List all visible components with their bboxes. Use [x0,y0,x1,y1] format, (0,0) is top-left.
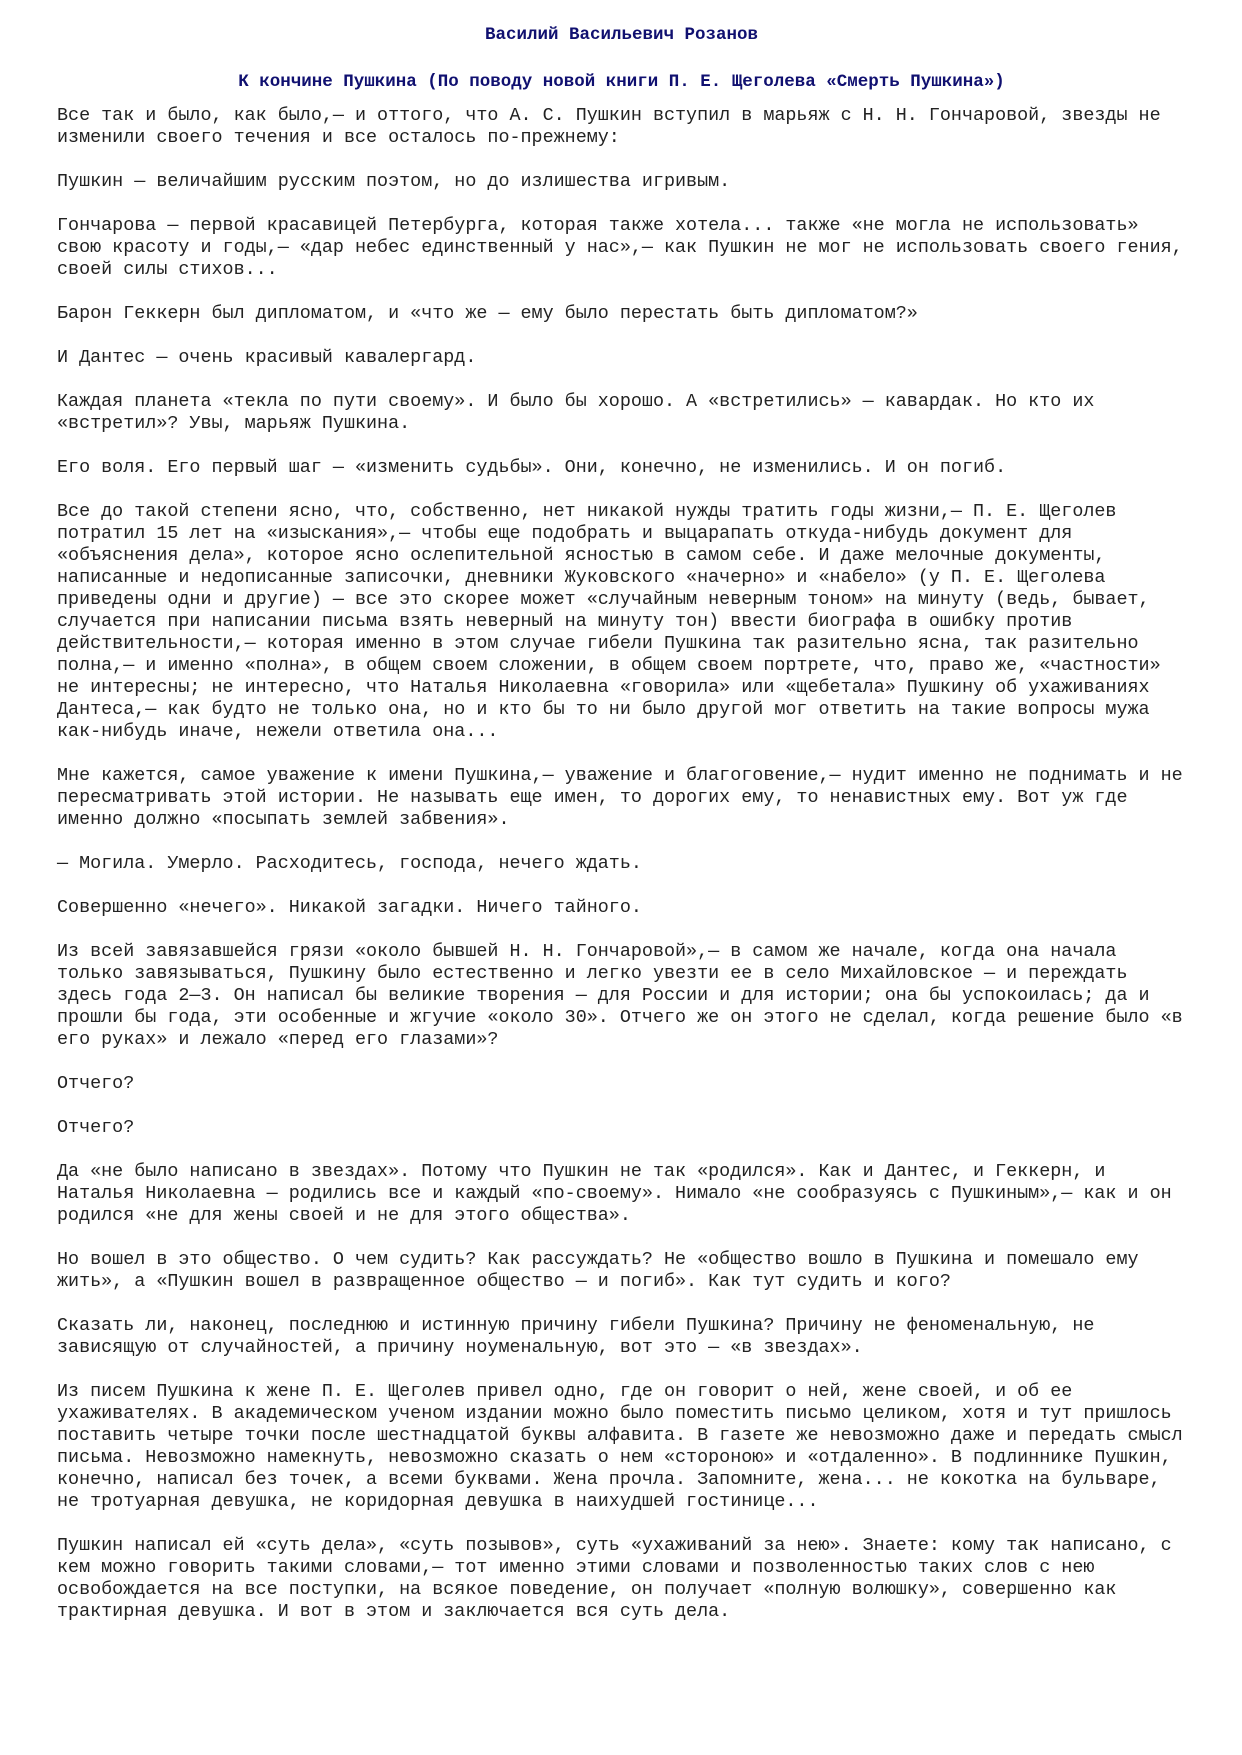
paragraph: Но вошел в это общество. О чем судить? Как рассуждать? Не «общество вошло в Пушкина и помешало ему жить», а «Пушкин вошел в развращенное общество — и погиб». Как тут судить и кого? [57,1249,1139,1292]
paragraph: Из всей завязавшейся грязи «около бывшей Н. Н. Гончаровой»,— в самом же начале, когда она начала только завязываться, Пушкину было естественно и легко увезти ее в село Михайловское — и переждать здесь года 2—3. Он написал бы великие творения — для России и для истории; она бы успокоилась; да и прошли бы года, эти особенные и жгучие «около 30». Отчего же он этого не сделал, когда решение было «в его руках» и лежало «перед его глазами»? [57,941,1183,1050]
paragraph: Из писем Пушкина к жене П. Е. Щеголев привел одно, где он говорит о ней, жене своей, и об ее ухаживателях. В академическом ученом издании можно было поместить письмо целиком, хотя и тут пришлось поставить четыре точки после шестнадцатой буквы алфавита. В газете же невозможно даже и передать смысл письма. Невозможно намекнуть, невозможно сказать о нем «стороною» и «отдаленно». В подлиннике Пушкин, конечно, написал без точек, а всеми буквами. Жена прочла. Запомните, жена... не кокотка на бульваре, не тротуарная девушка, не коридорная девушка в наихудшей гостинице... [57,1381,1183,1512]
paragraph: Его воля. Его первый шаг — «изменить судьбы». Они, конечно, не изменились. И он погиб. [57,457,1007,478]
paragraph: Отчего? [57,1117,135,1138]
paragraph: Совершенно «нечего». Никакой загадки. Ничего тайного. [57,897,642,918]
paragraph: Сказать ли, наконец, последнюю и истинную причину гибели Пушкина? Причину не феноменальную, не зависящую от случайностей, а причину ноуменальную, вот это — «в звездах». [57,1315,1095,1358]
article-body [57,105,1186,1623]
paragraph: Мне кажется, самое уважение к имени Пушкина,— уважение и благоговение,— нудит именно не поднимать и не пересматривать этой истории. Не называть еще имен, то дорогих ему, то ненавистных ему. Вот уж где именно должно «посыпать землей забвения». [57,765,1183,830]
paragraph: Гончарова — первой красавицей Петербурга, которая также хотела... также «не могла не использовать» свою красоту и годы,— «дар небес единственный у нас»,— как Пушкин не мог не использовать своего гения, своей силы стихов... [57,215,1183,280]
author-heading: Василий Васильевич Розанов [484,25,759,45]
paragraph: — Могила. Умерло. Расходитесь, господа, нечего ждать. [57,853,642,874]
paragraph: Каждая планета «текла по пути своему». И было бы хорошо. А «встретились» — кавардак. Но кто их «встретил»? Увы, марьяж Пушкина. [57,391,1095,434]
paragraph: Отчего? [57,1073,135,1094]
paragraph: Пушкин — величайшим русским поэтом, но до излишества игривым. [57,171,731,192]
paragraph: Все до такой степени ясно, что, собственно, нет никакой нужды тратить годы жизни,— П. Е. Щеголев потратил 15 лет на «изыскания»,— чтобы еще подобрать и выцарапать откуда-нибудь документ для «объяснения дела», которое ясно ослепительной ясностью в самом себе. И даже мелочные документы, написанные и недописанные записочки, дневники Жуковского «начерно» и «набело» (у П. Е. Щеголева приведены одни и другие) — все это скорее может «случайным неверным тоном» на минуту (ведь, бывает, случается при написании письма взять неверный на минуту тон) ввести биографа в ошибку против действительности,— которая именно в этом случае гибели Пушкина так разительно ясна, так разительно полна,— и именно «полна», в общем своем сложении, в общем своем портрете, что, право же, «частности» не интересны; не интересно, что Наталья Николаевна «говорила» или «щебетала» Пушкину об ухаживаниях Дантеса,— как будто не только она, но и кто бы то ни было другой мог ответить на такие вопросы мужа как-нибудь иначе, нежели ответила она... [57,501,1161,742]
paragraph: Все так и было, как было,— и оттого, что А. С. Пушкин вступил в марьяж с Н. Н. Гончаровой, звезды не изменили своего течения и все осталось по-прежнему: [57,105,1161,148]
paragraph: Барон Геккерн был дипломатом, и «что же — ему было перестать быть дипломатом?» [57,303,918,324]
paragraph: Да «не было написано в звездах». Потому что Пушкин не так «родился». Как и Дантес, и Геккерн, и Наталья Николаевна — родились все и каждый «по-своему». Нимало «не сообразуясь с Пушкиным»,— как и он родился «не для жены своей и не для этого общества». [57,1161,1172,1226]
article-title: К кончине Пушкина (По поводу новой книги П. Е. Щеголева «Смерть Пушкина») [238,72,1005,92]
paragraph: И Дантес — очень красивый кавалергард. [57,347,477,368]
paragraph: Пушкин написал ей «суть дела», «суть позывов», суть «ухаживаний за нею». Знаете: кому так написано, с кем можно говорить такими словами,— тот именно этими словами и позволенностью таких слов с нею освобождается на все поступки, на всякое поведение, он получает «полную волюшку», совершенно как трактирная девушка. И вот в этом и заключается вся суть дела. [57,1535,1172,1622]
